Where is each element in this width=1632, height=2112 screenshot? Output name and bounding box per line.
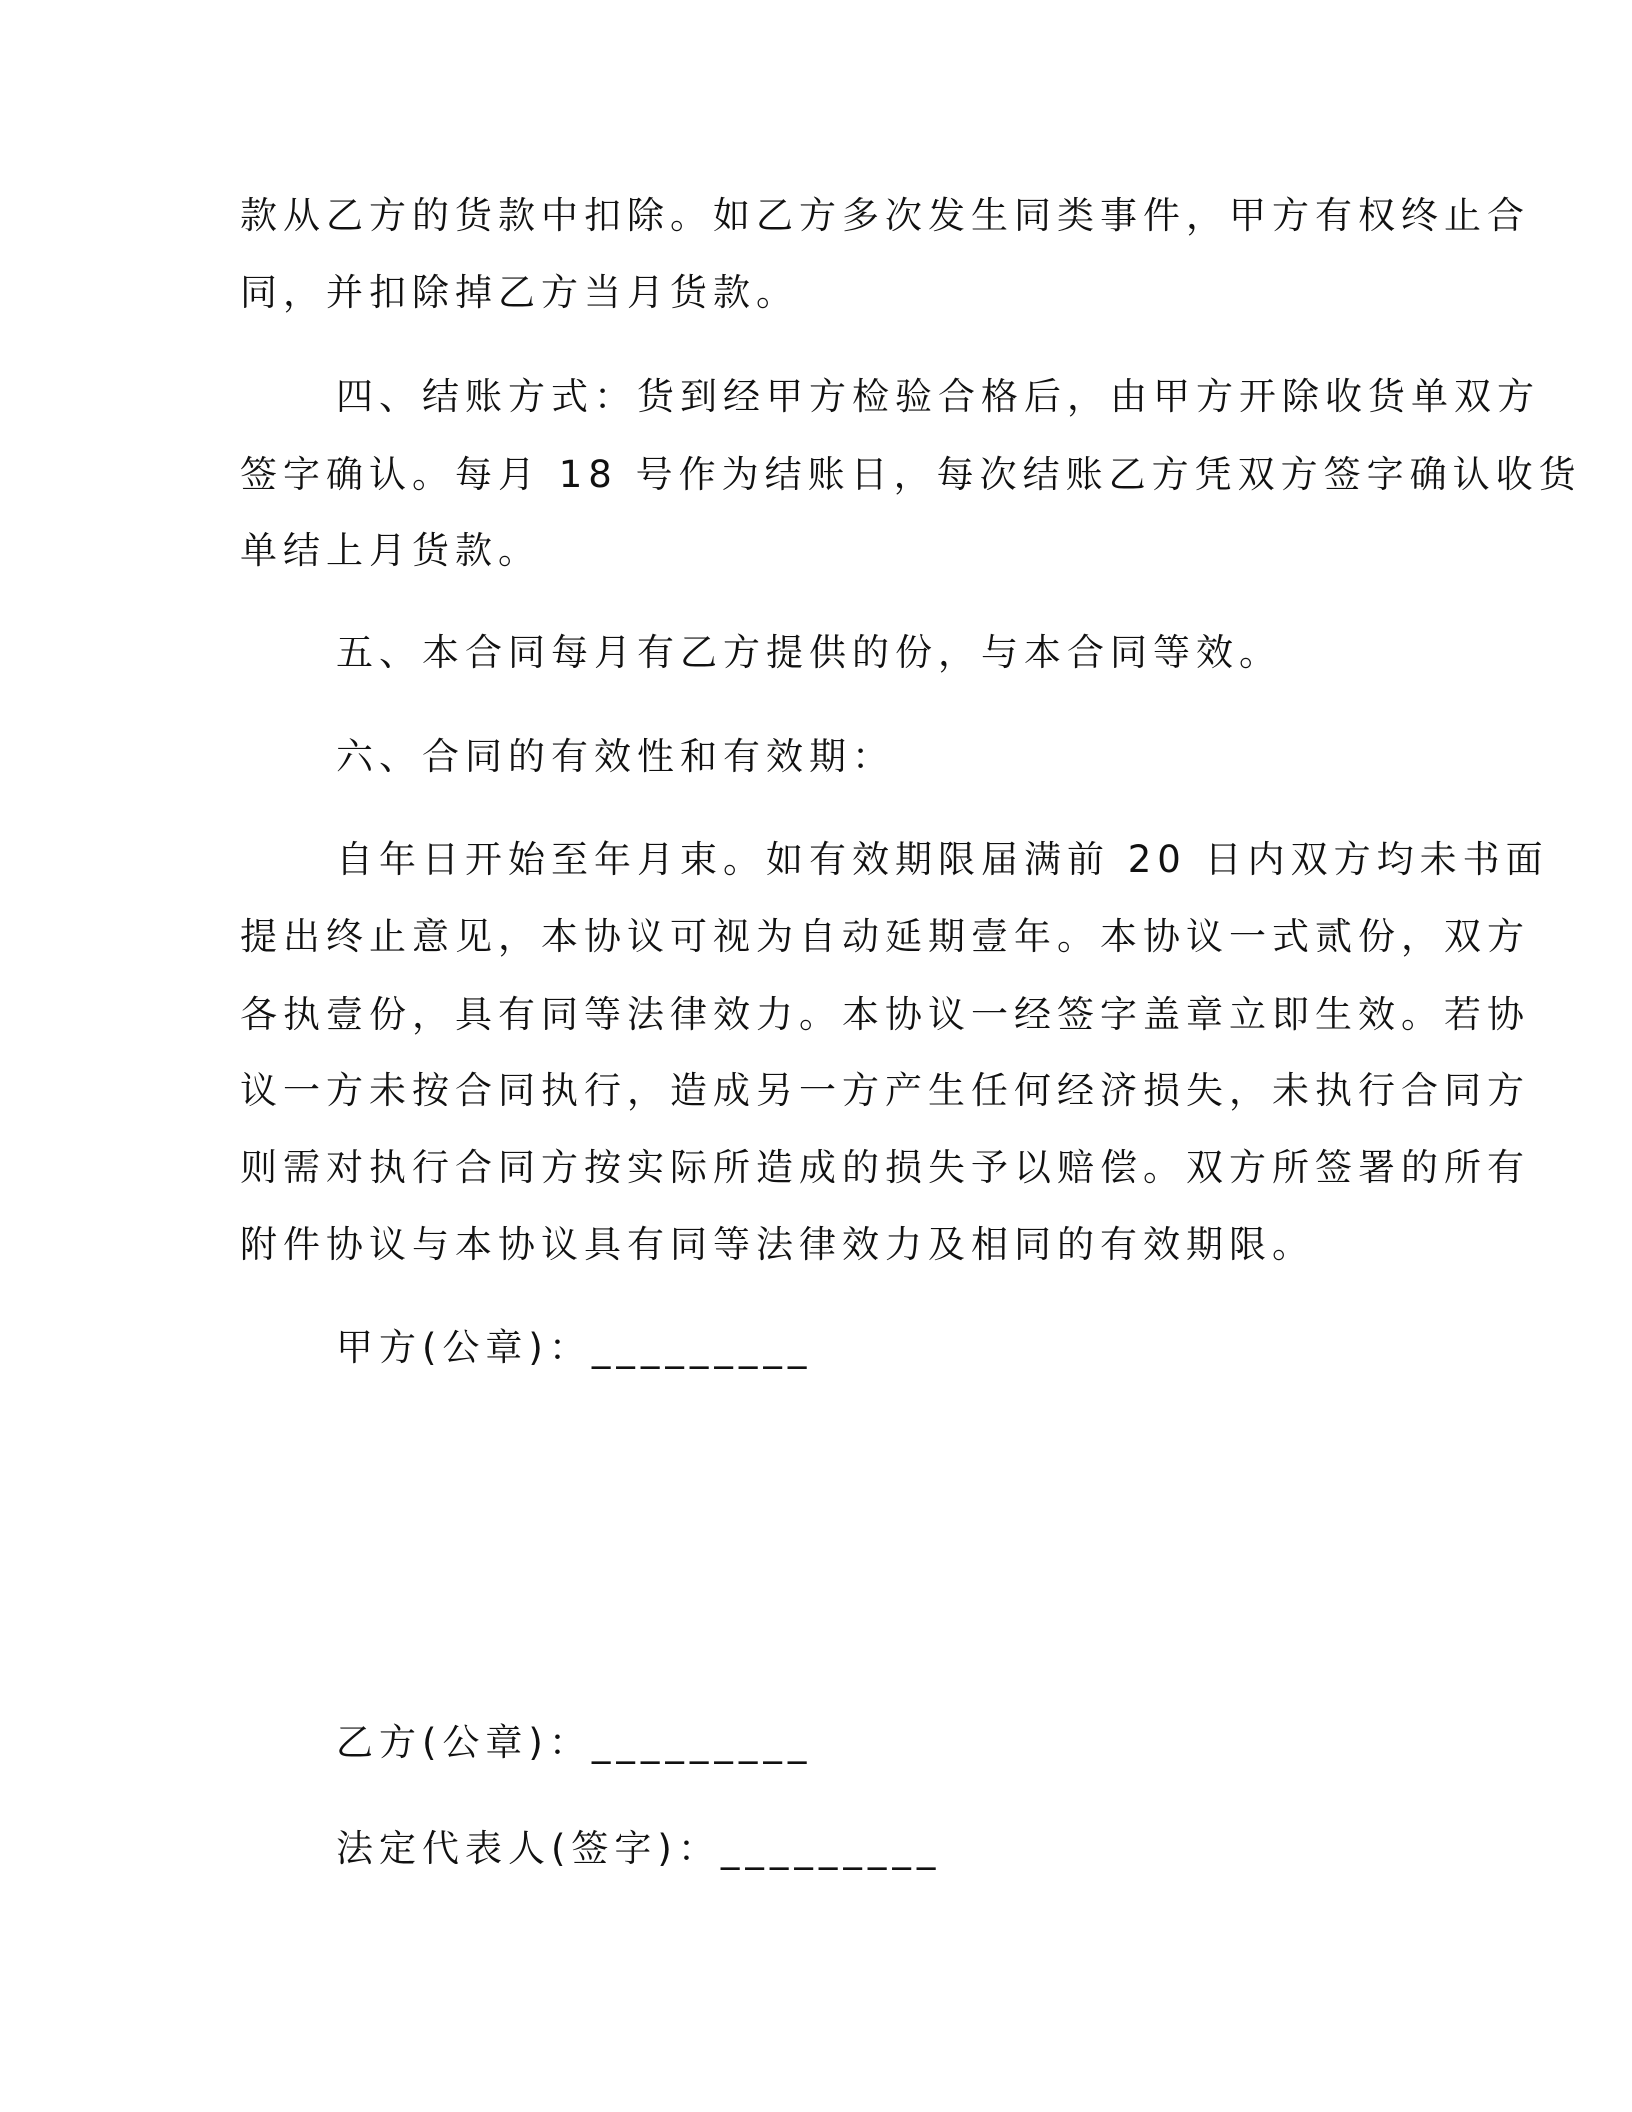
clause-4-heading: 四、结账方式：货到经甲方检验合格后，由甲方开除收货单双方 <box>336 375 1540 418</box>
paragraph-line: 单结上月货款。 <box>240 529 541 572</box>
paragraph-line: 自年日开始至年月束。如有效期限届满前 20 日内双方均未书面 <box>336 838 1549 881</box>
paragraph-line: 提出终止意见，本协议可视为自动延期壹年。本协议一式贰份，双方 <box>240 915 1530 958</box>
clause-5: 五、本合同每月有乙方提供的份，与本合同等效。 <box>336 631 1282 674</box>
clause-6-heading: 六、合同的有效性和有效期： <box>336 735 895 778</box>
party-b-signature: 乙方(公章)：_________ <box>336 1721 813 1764</box>
party-a-signature: 甲方(公章)：_________ <box>336 1326 813 1369</box>
paragraph-line: 则需对执行合同方按实际所造成的损失予以赔偿。双方所签署的所有 <box>240 1146 1530 1189</box>
paragraph-line: 同，并扣除掉乙方当月货款。 <box>240 271 799 314</box>
paragraph-line: 款从乙方的货款中扣除。如乙方多次发生同类事件，甲方有权终止合 <box>240 194 1530 237</box>
legal-rep-signature: 法定代表人(签字)：_________ <box>336 1827 942 1870</box>
paragraph-line: 签字确认。每月 18 号作为结账日，每次结账乙方凭双方签字确认收货 <box>240 453 1582 496</box>
paragraph-line: 附件协议与本协议具有同等法律效力及相同的有效期限。 <box>240 1223 1315 1266</box>
paragraph-line: 议一方未按合同执行，造成另一方产生任何经济损失，未执行合同方 <box>240 1069 1530 1112</box>
paragraph-line: 各执壹份，具有同等法律效力。本协议一经签字盖章立即生效。若协 <box>240 993 1530 1036</box>
